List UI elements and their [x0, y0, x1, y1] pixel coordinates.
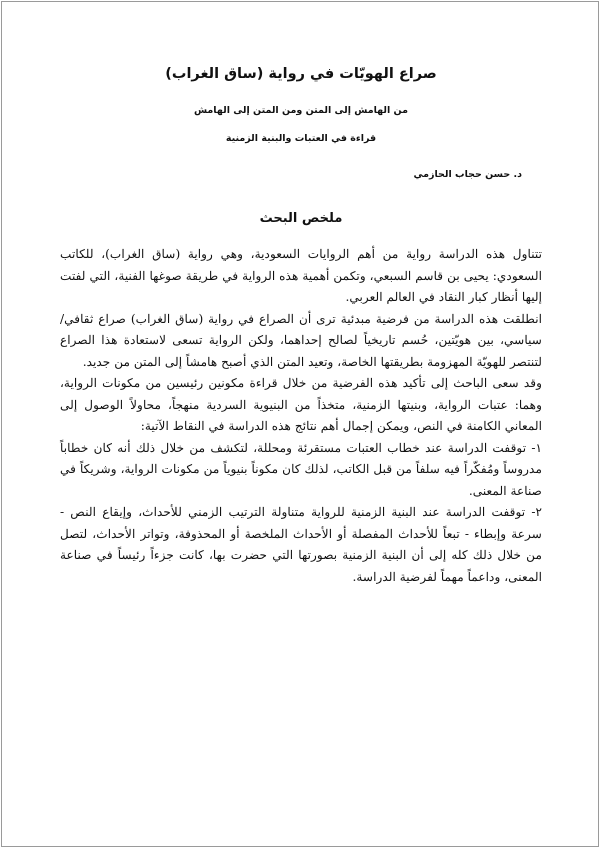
findings-item-text: توقفت الدراسة عند البنية الزمنية للرواية متناولة الترتيب الزمني للأحداث، وإيقاع النص - سرعة وإبطاء - تبعاً للأحداث المفصلة أو الأحداث الملخصة أو المحذوفة، وتواتر الأحداث، لتصل من خلال ذلك كله إلى أن البنية الزمنية بصورتها التي حضرت بها، كانت جزءاً رئيساً في صناعة المعنى، وداعماً مهماً لفرضية الدراسة. — [60, 505, 542, 584]
findings-item-text: توقفت الدراسة عند خطاب العتبات مستقرئة ومحللة، لتكشف من خلال ذلك أنه كان خطاباً مدروساً ومُفكّراً فيه سلفاً من قبل الكاتب، لذلك كان مكوناً بنيوياً من مكونات الرواية، وشريكاً في صناعة المعنى. — [60, 440, 542, 498]
findings-item-number: ١- — [531, 440, 542, 455]
document-body — [60, 64, 542, 588]
findings-item-1 — [60, 438, 542, 503]
abstract-heading: ملخص البحث — [259, 211, 343, 226]
paper-subtitle-1: من الهامش إلى المتن ومن المتن إلى الهامش — [194, 105, 408, 116]
findings-item-2 — [60, 502, 542, 588]
paper-title: صراع الهويّات في رواية (ساق الغراب) — [165, 66, 437, 82]
abstract-paragraph-1: تتناول هذه الدراسة رواية من أهم الروايات السعودية، وهي رواية (ساق الغراب)، للكاتب السعودي: يحيى بن قاسم السبعي، وتكمن أهمية هذه الرواية في طريقة صوغها الفنية، التي لفتت إليها أنظار كبار النقاد في العالم العربي. — [60, 247, 542, 304]
author-name: د. حسن حجاب الحازمي — [413, 169, 522, 180]
findings-item-number: ٢- — [531, 505, 542, 519]
abstract-paragraph-2: انطلقت هذه الدراسة من فرضية مبدئية ترى أن الصراع في رواية (ساق الغراب) صراع ثقافي/ سياسي، بين هويّتين، حُسم تاريخياً لصالح إحداهما، ولكن الرواية تسعى لاستعادة هذا الصراع لتنتصر للهويّة المهزومة بطريقتها الخاصة، وتعيد المتن الذي أصبح هامشاً إلى المتن من جديد. — [60, 311, 542, 369]
abstract-paragraph-3: وقد سعى الباحث إلى تأكيد هذه الفرضية من خلال قراءة مكونين رئيسين من مكونات الرواية، وهما: عتبات الرواية، وبنيتها الزمنية، متخذاً من البنيوية السردية منهجاً، محاولاً الوصول إلى المعاني الكامنة في النص، ويمكن إجمال أهم نتائج هذه الدراسة في النقاط الآتية: — [60, 376, 542, 433]
paper-subtitle-2: قراءة في العتبات والبنية الزمنية — [225, 133, 377, 144]
